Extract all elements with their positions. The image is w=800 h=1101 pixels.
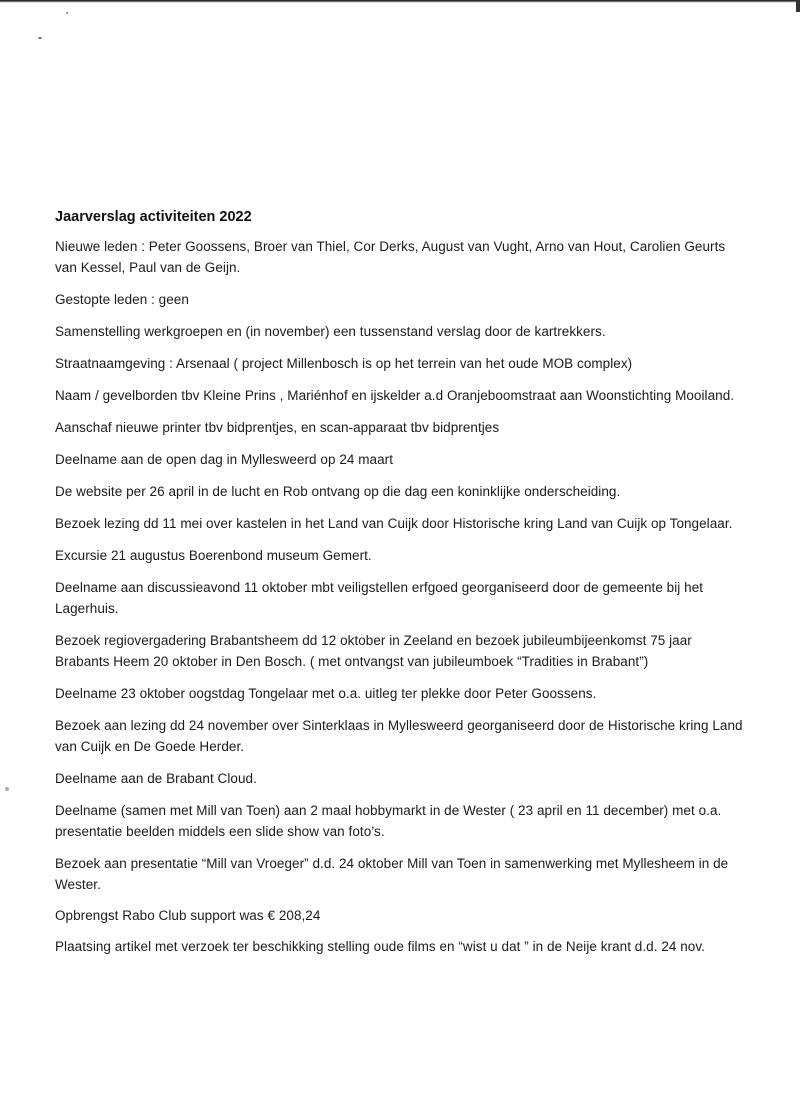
paragraph-lecture-sinterklaas: Bezoek aan lezing dd 24 november over Sinterklaas in Myllesweerd georganiseerd door de Historische kring Land van Cuijk en De Goede Herder.	[55, 718, 743, 754]
scan-speck	[38, 37, 42, 39]
paragraph-excursion: Excursie 21 augustus Boerenbond museum Gemert.	[55, 548, 372, 563]
scan-corner-mark	[796, 0, 800, 12]
paragraph-hobby-market: Deelname (samen met Mill van Toen) aan 2 maal hobbymarkt in de Wester ( 23 april en 11 december) met o.a. presentatie beelden middels een slide show van foto’s.	[55, 803, 722, 839]
paragraph-presentation: Bezoek aan presentatie “Mill van Vroeger” d.d. 24 oktober Mill van Toen in samenwerking met Myllesheem in de Wester.	[55, 856, 729, 892]
paragraph-rabo-support: Opbrengst Rabo Club support was € 208,24	[55, 908, 321, 923]
paragraph-discussion-evening: Deelname aan discussieavond 11 oktober mbt veiligstellen erfgoed georganiseerd door de gemeente bij het Lagerhuis.	[55, 580, 704, 616]
paragraph-workgroups: Samenstelling werkgroepen en (in november) een tussenstand verslag door de kartrekkers.	[55, 324, 606, 339]
paragraph-brabant-cloud: Deelname aan de Brabant Cloud.	[55, 771, 257, 786]
paragraph-open-day: Deelname aan de open dag in Myllesweerd op 24 maart	[55, 452, 394, 467]
paragraph-printer-purchase: Aanschaf nieuwe printer tbv bidprentjes, en scan-apparaat tbv bidprentjes	[55, 420, 500, 435]
paragraph-website: De website per 26 april in de lucht en Rob ontvang op die dag een koninklijke onderscheiding.	[55, 484, 621, 499]
document-title: Jaarverslag activiteiten 2022	[55, 209, 252, 225]
paragraph-article-placement: Plaatsing artikel met verzoek ter beschikking stelling oude films en “wist u dat ” in de Neije krant d.d. 24 nov.	[55, 939, 705, 954]
paragraph-stopped-members: Gestopte leden : geen	[55, 292, 189, 307]
paragraph-harvest-day: Deelname 23 oktober oogstdag Tongelaar met o.a. uitleg ter plekke door Peter Goossens.	[55, 686, 597, 701]
paragraph-new-members: Nieuwe leden : Peter Goossens, Broer van Thiel, Cor Derks, August van Vught, Arno van Hout, Carolien Geurts van Kessel, Paul van de Geijn.	[55, 239, 726, 275]
scan-top-edge	[0, 0, 800, 3]
scan-speck	[66, 12, 68, 14]
paragraph-lecture-castles: Bezoek lezing dd 11 mei over kastelen in het Land van Cuijk door Historische kring Land van Cuijk op Tongelaar.	[55, 516, 733, 531]
paragraph-regional-meeting: Bezoek regiovergadering Brabantsheem dd 12 oktober in Zeeland en bezoek jubileumbijeenkomst 75 jaar Brabants Heem 20 oktober in Den Bosch. ( met ontvangst van jubileumboek “Tradities in Brabant”)	[55, 633, 692, 669]
scan-speck	[5, 787, 9, 791]
paragraph-street-naming: Straatnaamgeving : Arsenaal ( project Millenbosch is op het terrein van het oude MOB complex)	[55, 356, 633, 371]
document-page	[55, 208, 745, 968]
paragraph-name-boards: Naam / gevelborden tbv Kleine Prins , Mariénhof en ijskelder a.d Oranjeboomstraat aan Woonstichting Mooiland.	[55, 388, 735, 403]
